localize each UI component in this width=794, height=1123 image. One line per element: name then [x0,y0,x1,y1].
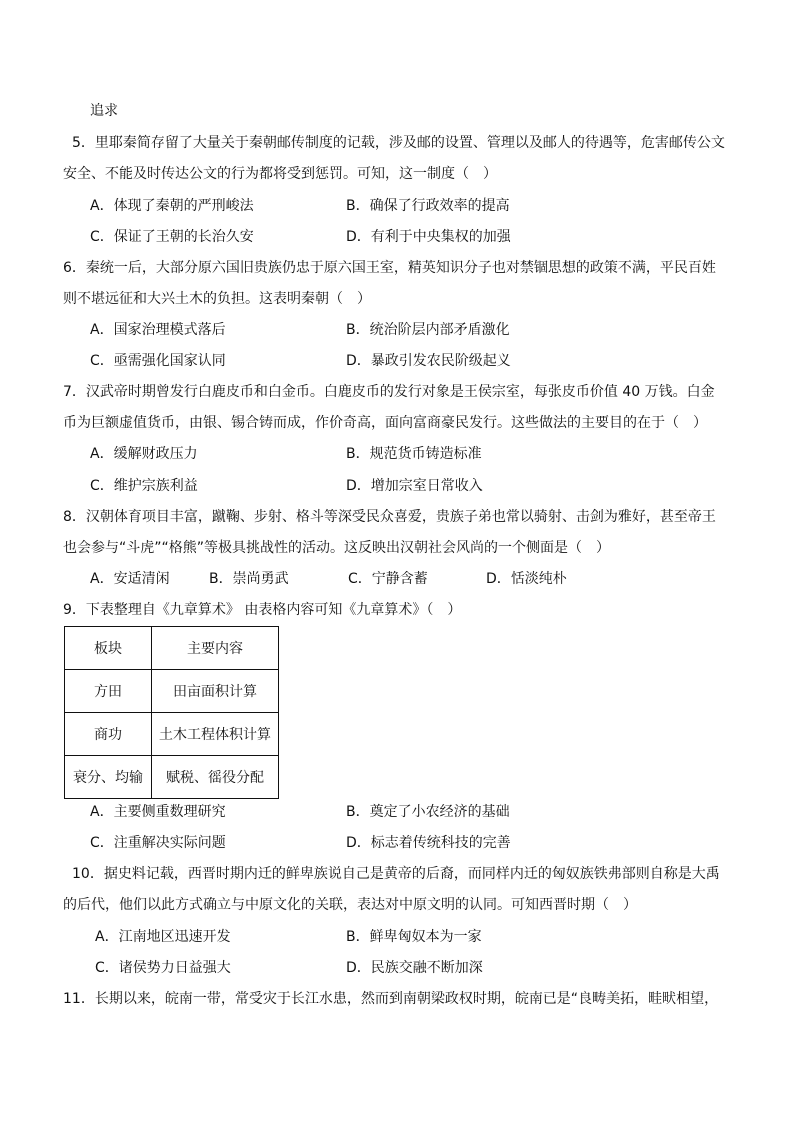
table-header-cell: 主要内容 [152,627,279,670]
q7-option-b[interactable]: B．规范货币铸造标准 [346,446,482,462]
table-cell: 衰分、均输 [65,756,152,799]
q8-option-d[interactable]: D．恬淡纯朴 [486,571,567,587]
q7-option-c[interactable]: C．维护宗族利益 [90,478,198,494]
q9-stem-line1: 9．下表整理自《九章算术》 由表格内容可知《九章算术》（ ） [63,602,462,618]
q9-option-c[interactable]: C．注重解决实际问题 [90,835,226,851]
carry-over-text: 追求 [90,103,118,119]
q10-stem-line2: 的后代，他们以此方式确立与中原文化的关联，表达对中原文明的认同。可知西晋时期（ ） [63,897,637,913]
q7-option-a[interactable]: A．缓解财政压力 [90,446,198,462]
q6-option-d[interactable]: D．暴政引发农民阶级起义 [346,353,511,369]
q11-stem-line1: 11．长期以来，皖南一带，常受灾于长江水患，然而到南朝梁政权时期，皖南已是“良畴美拓，畦畎相望， [63,991,719,1007]
table-row [65,756,279,799]
q6-option-b[interactable]: B．统治阶层内部矛盾激化 [346,322,510,338]
q5-stem-line1: 5．里耶秦简存留了大量关于秦朝邮传制度的记载，涉及邮的设置、管理以及邮人的待遇等，危害邮传公文 [72,135,725,151]
q9-option-b[interactable]: B．奠定了小农经济的基础 [346,804,510,820]
q5-option-d[interactable]: D．有利于中央集权的加强 [346,229,511,245]
q5-option-a[interactable]: A．体现了秦朝的严刑峻法 [90,198,254,214]
nine-chapters-table [64,626,279,799]
q8-option-c[interactable]: C．宁静含蓄 [348,571,428,587]
q7-option-d[interactable]: D．增加宗室日常收入 [346,478,483,494]
q8-option-a[interactable]: A．安适清闲 [90,571,170,587]
table-cell: 方田 [65,670,152,713]
q6-stem-line1: 6．秦统一后，大部分原六国旧贵族仍忠于原六国王室，精英知识分子也对禁锢思想的政策不满，平民百姓 [63,260,716,276]
q9-option-d[interactable]: D．标志着传统科技的完善 [346,835,511,851]
table-cell: 田亩面积计算 [152,670,279,713]
q7-stem-line1: 7．汉武帝时期曾发行白鹿皮币和白金币。白鹿皮币的发行对象是王侯宗室，每张皮币价值 40 万钱。白金 [63,384,715,400]
q10-option-d[interactable]: D．民族交融不断加深 [346,960,483,976]
table-header-row [65,627,279,670]
q8-stem-line2: 也会参与“斗虎”“格熊”等极具挑战性的活动。这反映出汉朝社会风尚的一个侧面是（ ） [63,540,611,556]
q8-stem-line1: 8．汉朝体育项目丰富，蹴鞠、步射、格斗等深受民众喜爱，贵族子弟也常以骑射、击剑为雅好，甚至帝王 [63,509,716,525]
q5-option-b[interactable]: B．确保了行政效率的提高 [346,198,510,214]
q6-option-c[interactable]: C．亟需强化国家认同 [90,353,226,369]
table-row [65,713,279,756]
q6-option-a[interactable]: A．国家治理模式落后 [90,322,226,338]
q10-option-c[interactable]: C．诸侯势力日益强大 [95,960,231,976]
q7-stem-line2: 币为巨额虚值货币，由银、锡合铸而成，作价奇高，面向富商豪民发行。这些做法的主要目的在于（ ） [63,415,707,431]
q10-option-a[interactable]: A．江南地区迅速开发 [95,929,231,945]
q6-stem-line2: 则不堪远征和大兴土木的负担。这表明秦朝（ ） [63,291,371,307]
q8-option-b[interactable]: B．崇尚勇武 [209,571,289,587]
table-cell: 土木工程体积计算 [152,713,279,756]
q9-option-a[interactable]: A．主要侧重数理研究 [90,804,226,820]
q5-option-c[interactable]: C．保证了王朝的长治久安 [90,229,254,245]
table-row [65,670,279,713]
q10-stem-line1: 10．据史料记载，西晋时期内迁的鲜卑族说自己是黄帝的后裔，而同样内迁的匈奴族铁弗部则自称是大禹 [72,866,720,882]
table-cell: 商功 [65,713,152,756]
table-cell: 赋税、徭役分配 [152,756,279,799]
q5-stem-line2: 安全、不能及时传达公文的行为都将受到惩罚。可知，这一制度（ ） [63,166,497,182]
q10-option-b[interactable]: B．鲜卑匈奴本为一家 [346,929,482,945]
table-header-cell: 板块 [65,627,152,670]
